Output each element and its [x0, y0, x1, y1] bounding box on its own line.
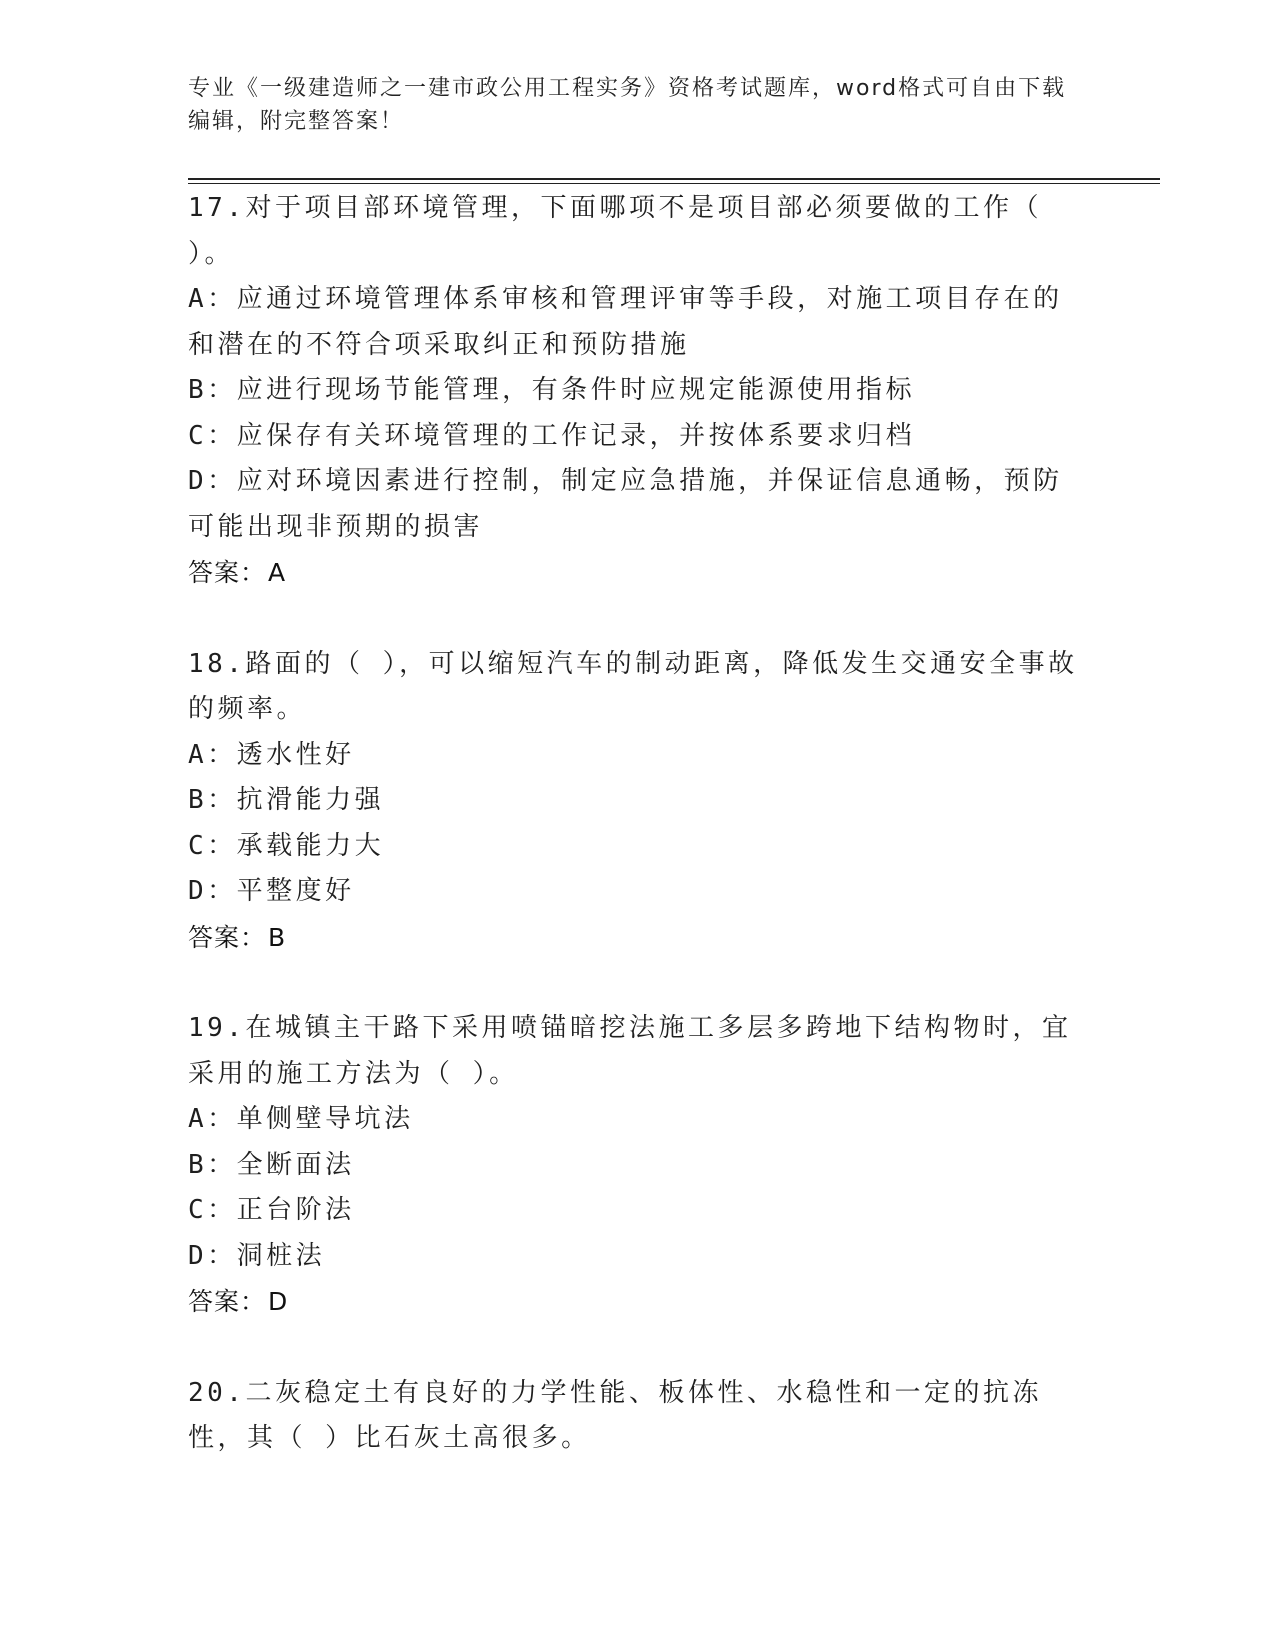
header-divider-thin [188, 183, 1160, 184]
option-a: A：透水性好 [188, 739, 355, 770]
option-b: B：应进行现场节能管理，有条件时应规定能源使用指标 [188, 375, 916, 405]
answer-label: 答案： [188, 1287, 267, 1316]
option-c: C：正台阶法 [188, 1195, 355, 1225]
question-18 [188, 642, 1088, 961]
option-c: C：应保存有关环境管理的工作记录，并按体系要求归档 [188, 420, 916, 451]
option-a: A：应通过环境管理体系审核和管理评审等手段，对施工项目存在的和潜在的不符合项采取纠正和预防措施 [188, 284, 1063, 360]
answer-value: D [268, 1287, 289, 1316]
option-d: D：洞桩法 [188, 1240, 326, 1271]
question-stem: 20.二灰稳定土有良好的力学性能、板体性、水稳性和一定的抗冻性，其（ ）比石灰土高很多。 [188, 1377, 1042, 1453]
option-d: D：平整度好 [188, 876, 355, 906]
header-divider-thick [188, 178, 1160, 180]
option-d: D：应对环境因素进行控制，制定应急措施，并保证信息通畅，预防可能出现非预期的损害 [188, 466, 1063, 542]
answer-line [188, 1279, 1088, 1325]
option-a: A：单侧壁导坑法 [188, 1104, 414, 1134]
page-header: 专业《一级建造师之一建市政公用工程实务》资格考试题库，word格式可自由下载编辑，附完整答案！ [188, 76, 1067, 134]
question-stem: 18.路面的（ ），可以缩短汽车的制动距离，降低发生交通安全事故的频率。 [188, 648, 1078, 724]
question-17 [188, 186, 1088, 596]
answer-line [188, 550, 1088, 596]
question-stem: 19.在城镇主干路下采用喷锚暗挖法施工多层多跨地下结构物时，宜采用的施工方法为（ ）。 [188, 1013, 1072, 1089]
question-stem: 17.对于项目部环境管理，下面哪项不是项目部必须要做的工作（ ）。 [188, 193, 1042, 269]
answer-value: B [268, 922, 287, 952]
question-20 [188, 1371, 1088, 1462]
option-c: C：承载能力大 [188, 830, 385, 861]
answer-label: 答案： [188, 922, 267, 952]
question-list [188, 186, 1088, 1508]
answer-line [188, 915, 1088, 961]
answer-label: 答案： [188, 558, 267, 587]
answer-value: A [268, 558, 287, 587]
option-b: B：全断面法 [188, 1149, 355, 1180]
option-b: B：抗滑能力强 [188, 785, 385, 815]
question-19 [188, 1006, 1088, 1325]
